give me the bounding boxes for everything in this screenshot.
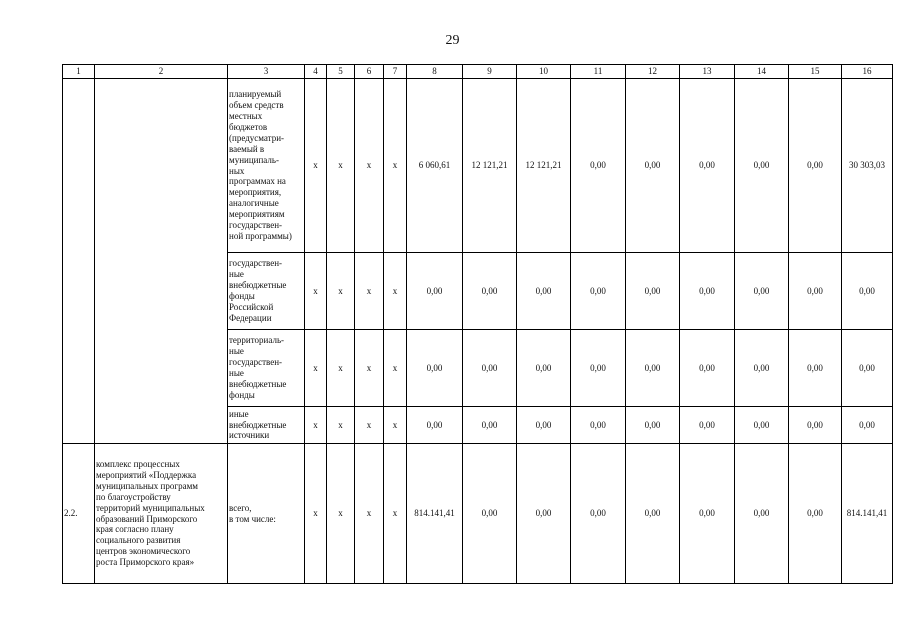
header-cell: 10	[517, 65, 571, 79]
measure-name-cell	[95, 444, 228, 584]
amount-cell: 0,00	[571, 253, 626, 330]
x-mark-cell: х	[384, 253, 407, 330]
source-line: муниципаль-	[229, 154, 279, 165]
total-amount-cell: 814.141,41	[842, 444, 893, 584]
header-cell: 14	[735, 65, 789, 79]
x-mark-cell: х	[355, 444, 384, 584]
amount-cell: 0,00	[571, 79, 626, 253]
amount-cell: 0,00	[626, 444, 680, 584]
source-line: внебюджетные	[229, 419, 287, 430]
source-line: мероприятиям	[229, 209, 285, 220]
amount-cell: 12 121,21	[517, 79, 571, 253]
column-number-row	[63, 65, 893, 79]
header-cell: 16	[842, 65, 893, 79]
header-cell: 7	[384, 65, 407, 79]
x-mark-cell: х	[305, 330, 327, 407]
amount-cell: 0,00	[789, 330, 842, 407]
source-line: планируемый	[229, 88, 282, 99]
amount-cell: 0,00	[626, 253, 680, 330]
header-cell: 9	[463, 65, 517, 79]
source-line: в том числе:	[229, 513, 276, 524]
name-line: комплекс процессных	[96, 458, 180, 469]
name-line: края согласно плану	[96, 524, 174, 535]
amount-cell: 0,00	[789, 79, 842, 253]
header-cell: 3	[228, 65, 305, 79]
index-cell-empty	[63, 79, 95, 444]
amount-cell: 0,00	[463, 444, 517, 584]
amount-cell: 0,00	[735, 253, 789, 330]
x-mark-cell: х	[327, 330, 355, 407]
source-line: бюджетов	[229, 121, 268, 132]
header-cell: 2	[95, 65, 228, 79]
source-line: (предусматри-	[229, 132, 285, 143]
total-amount-cell: 0,00	[842, 253, 893, 330]
name-line: центров экономического	[96, 546, 191, 557]
name-line: образований Приморского	[96, 513, 198, 524]
funding-source-cell	[228, 407, 305, 444]
funding-source-cell	[228, 444, 305, 584]
amount-cell: 0,00	[407, 330, 463, 407]
source-line: территориаль-	[229, 335, 285, 346]
amount-cell: 0,00	[735, 407, 789, 444]
amount-cell: 12 121,21	[463, 79, 517, 253]
source-line: объем средств	[229, 99, 284, 110]
x-mark-cell: х	[355, 330, 384, 407]
name-line: социального развития	[96, 535, 181, 546]
source-line: фонды	[229, 389, 255, 400]
x-mark-cell: х	[355, 407, 384, 444]
amount-cell: 0,00	[517, 444, 571, 584]
amount-cell: 0,00	[571, 444, 626, 584]
header-cell: 12	[626, 65, 680, 79]
source-line: ных	[229, 165, 245, 176]
amount-cell: 0,00	[789, 444, 842, 584]
x-mark-cell: х	[327, 444, 355, 584]
amount-cell: 0,00	[517, 407, 571, 444]
amount-cell: 0,00	[463, 330, 517, 407]
funding-source-cell	[228, 79, 305, 253]
budget-table	[62, 64, 893, 584]
amount-cell: 0,00	[463, 407, 517, 444]
source-line: местных	[229, 110, 263, 121]
amount-cell: 0,00	[789, 407, 842, 444]
source-line: источники	[229, 430, 270, 441]
header-cell: 5	[327, 65, 355, 79]
amount-cell: 0,00	[517, 253, 571, 330]
x-mark-cell: х	[305, 253, 327, 330]
amount-cell: 0,00	[407, 407, 463, 444]
total-amount-cell: 30 303,03	[842, 79, 893, 253]
source-line: ваемый в	[229, 143, 265, 154]
source-line: Федерации	[229, 312, 272, 323]
amount-cell: 0,00	[517, 330, 571, 407]
source-line: аналогичные	[229, 198, 279, 209]
x-mark-cell: х	[305, 407, 327, 444]
amount-cell: 0,00	[463, 253, 517, 330]
x-mark-cell: х	[384, 407, 407, 444]
amount-cell: 0,00	[626, 407, 680, 444]
source-line: внебюджетные	[229, 280, 287, 291]
source-line: ные	[229, 368, 244, 378]
table-row	[63, 444, 893, 584]
amount-cell: 0,00	[680, 407, 735, 444]
source-line: ной программы)	[229, 231, 292, 242]
amount-cell: 0,00	[680, 253, 735, 330]
name-cell-empty	[95, 79, 228, 444]
total-amount-cell: 0,00	[842, 330, 893, 407]
x-mark-cell: х	[384, 444, 407, 584]
amount-cell: 0,00	[626, 79, 680, 253]
source-line: фонды	[229, 291, 255, 301]
source-line: иные	[229, 408, 249, 419]
amount-cell: 0,00	[680, 444, 735, 584]
header-cell: 11	[571, 65, 626, 79]
amount-cell: 0,00	[735, 330, 789, 407]
page-number: 29	[445, 33, 460, 48]
header-cell: 15	[789, 65, 842, 79]
x-mark-cell: х	[384, 330, 407, 407]
x-mark-cell: х	[305, 444, 327, 584]
x-mark-cell: х	[355, 253, 384, 330]
name-line: территорий муниципальных	[96, 502, 205, 513]
x-mark-cell: х	[327, 407, 355, 444]
amount-cell: 0,00	[680, 79, 735, 253]
name-line: по благоустройству	[96, 491, 171, 502]
amount-cell: 0,00	[407, 253, 463, 330]
amount-cell: 0,00	[571, 407, 626, 444]
x-mark-cell: х	[355, 79, 384, 253]
header-cell: 6	[355, 65, 384, 79]
name-line: муниципальных программ	[96, 480, 198, 491]
source-line: Российской	[229, 301, 274, 312]
name-line: мероприятий «Поддержка	[96, 469, 197, 480]
x-mark-cell: х	[327, 79, 355, 253]
table-row	[63, 79, 893, 253]
header-cell: 13	[680, 65, 735, 79]
source-line: программах на	[229, 176, 286, 187]
name-line: роста Приморского края»	[96, 557, 195, 568]
header-cell: 4	[305, 65, 327, 79]
header-cell: 1	[63, 65, 95, 79]
source-line: всего,	[229, 502, 252, 513]
source-line: мероприятия,	[229, 187, 282, 198]
source-line: ные	[229, 346, 244, 357]
x-mark-cell: х	[305, 79, 327, 253]
amount-cell: 0,00	[735, 444, 789, 584]
amount-cell: 0,00	[626, 330, 680, 407]
x-mark-cell: х	[384, 79, 407, 253]
total-amount-cell: 0,00	[842, 407, 893, 444]
amount-cell: 814.141,41	[407, 444, 463, 584]
source-line: государствен-	[229, 220, 283, 231]
funding-source-cell	[228, 253, 305, 330]
amount-cell: 0,00	[789, 253, 842, 330]
source-line: государствен-	[229, 357, 283, 368]
amount-cell: 6 060,61	[407, 79, 463, 253]
header-cell: 8	[407, 65, 463, 79]
source-line: внебюджетные	[229, 378, 287, 389]
row-index-cell: 2.2.	[63, 444, 95, 584]
amount-cell: 0,00	[735, 79, 789, 253]
x-mark-cell: х	[327, 253, 355, 330]
source-line: ные	[229, 269, 244, 280]
funding-source-cell	[228, 330, 305, 407]
amount-cell: 0,00	[680, 330, 735, 407]
amount-cell: 0,00	[571, 330, 626, 407]
source-line: государствен-	[229, 258, 283, 269]
